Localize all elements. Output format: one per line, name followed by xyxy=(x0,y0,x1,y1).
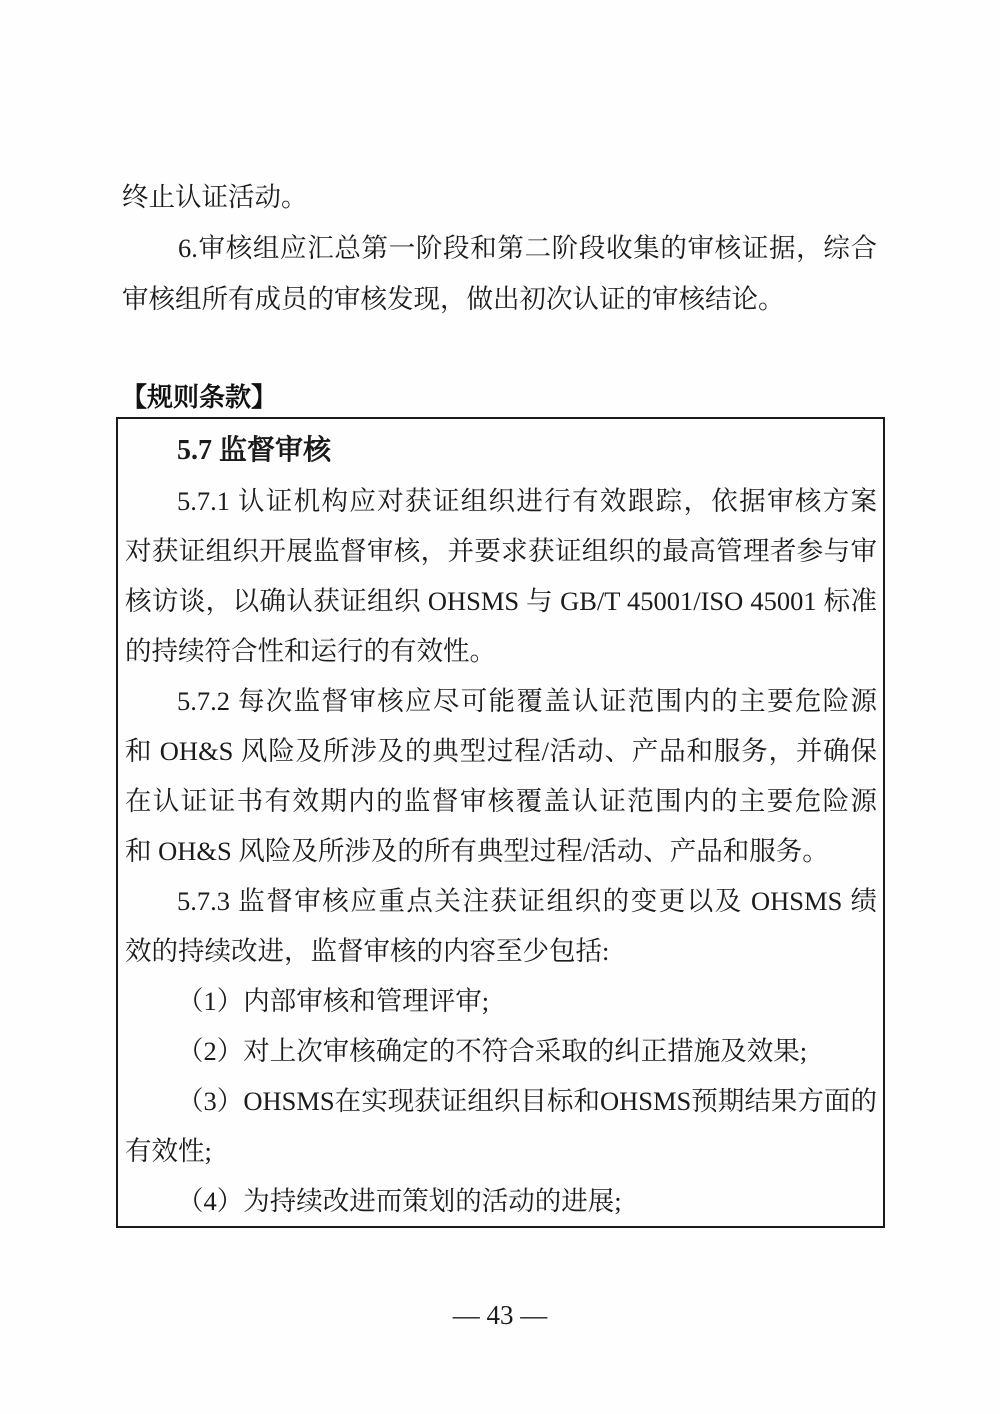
rule-line: 核访谈，以确认获证组织 OHSMS 与 GB/T 45001/ISO 45001 标准 xyxy=(125,586,877,616)
rule-box-title: 5.7 监督审核 xyxy=(177,435,332,466)
rule-line: 和 OH&S 风险及所涉及的典型过程/活动、产品和服务，并确保 xyxy=(125,736,877,766)
rule-line: 有效性; xyxy=(125,1136,212,1166)
rule-list-item: （4）为持续改进而策划的活动的进展; xyxy=(177,1186,622,1216)
rule-line: 在认证证书有效期内的监督审核覆盖认证范围内的主要危险源 xyxy=(125,786,877,816)
section-heading: 【规则条款】 xyxy=(121,382,278,412)
rule-line: 的持续符合性和运行的有效性。 xyxy=(125,636,496,666)
page-number: — 43 — xyxy=(452,1300,548,1330)
intro-paragraphs xyxy=(122,172,877,325)
paragraph-line: 终止认证活动。 xyxy=(122,182,308,212)
rule-line: 5.7.3 监督审核应重点关注获证组织的变更以及 OHSMS 绩 xyxy=(177,886,877,916)
paragraph-line: 6.审核组应汇总第一阶段和第二阶段收集的审核证据，综合 xyxy=(178,233,877,263)
page-footer xyxy=(0,1292,1000,1338)
rule-list-item: （1）内部审核和管理评审; xyxy=(177,986,490,1016)
rule-line: 对获证组织开展监督审核，并要求获证组织的最高管理者参与审 xyxy=(125,536,877,566)
rule-list-item: （2）对上次审核确定的不符合采取的纠正措施及效果; xyxy=(177,1036,808,1066)
rule-list-item: （3）OHSMS在实现获证组织目标和OHSMS预期结果方面的 xyxy=(177,1086,877,1116)
rule-line: 效的持续改进，监督审核的内容至少包括: xyxy=(125,936,610,966)
paragraph-line: 审核组所有成员的审核发现，做出初次认证的审核结论。 xyxy=(122,284,785,314)
rule-line: 和 OH&S 风险及所涉及的所有典型过程/活动、产品和服务。 xyxy=(125,836,829,866)
rule-line: 5.7.2 每次监督审核应尽可能覆盖认证范围内的主要危险源 xyxy=(177,686,877,716)
rule-clause-box xyxy=(116,417,885,1228)
rule-line: 5.7.1 认证机构应对获证组织进行有效跟踪，依据审核方案 xyxy=(177,486,877,516)
